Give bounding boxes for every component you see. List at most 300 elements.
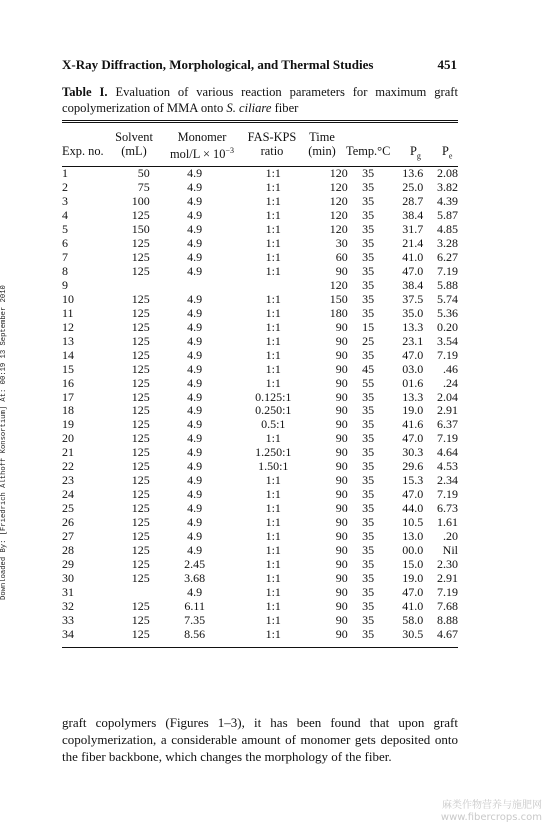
table-caption <box>62 84 458 116</box>
header-pe-base: P <box>442 144 449 158</box>
cell-pe: 7.19 <box>437 431 458 446</box>
cell-fas-kps: 0.5:1 <box>261 417 286 432</box>
cell-pe: 3.28 <box>437 235 458 250</box>
cell-pe: 6.27 <box>437 249 458 264</box>
cell-exp-no: 24 <box>62 487 74 502</box>
cell-monomer: 4.9 <box>187 291 203 306</box>
cell-pg: 15.0 <box>402 557 424 572</box>
cell-pg: 01.6 <box>402 375 424 390</box>
cell-exp-no: 23 <box>62 473 74 488</box>
table-row <box>62 195 458 209</box>
cell-exp-no: 14 <box>62 347 74 362</box>
cell-temp: 35 <box>362 417 375 432</box>
cell-temp: 35 <box>362 599 375 614</box>
cell-monomer: 7.35 <box>184 613 206 627</box>
table-row <box>62 404 458 418</box>
cell-solvent: 125 <box>131 333 150 348</box>
cell-fas-kps: 1:1 <box>265 305 281 320</box>
cell-monomer: 4.9 <box>187 193 203 208</box>
cell-temp: 35 <box>362 473 375 488</box>
cell-solvent <box>107 586 150 600</box>
header-solvent-line2: (mL) <box>121 144 147 158</box>
cell-temp: 35 <box>362 179 375 194</box>
cell-solvent: 125 <box>131 375 150 390</box>
cell-pe: 2.30 <box>437 557 458 572</box>
cell-time: 120 <box>329 221 348 236</box>
cell-exp-no: 26 <box>62 515 74 530</box>
running-head <box>62 57 457 73</box>
cell-solvent: 125 <box>131 473 150 488</box>
cell-exp-no: 28 <box>62 543 74 558</box>
cell-time: 120 <box>329 193 348 208</box>
cell-time: 90 <box>335 417 348 432</box>
cell-solvent: 125 <box>131 207 150 222</box>
cell-pe: 4.39 <box>437 193 458 208</box>
cell-temp: 35 <box>362 613 375 627</box>
table-row <box>62 209 458 223</box>
cell-pg: 13.3 <box>402 319 424 334</box>
cell-pe: 7.19 <box>437 585 458 600</box>
cell-solvent: 125 <box>131 543 150 558</box>
cell-time: 120 <box>329 166 348 180</box>
cell-temp: 35 <box>362 291 375 306</box>
header-pg-base: P <box>410 144 417 158</box>
table-row <box>62 293 458 307</box>
cell-monomer: 4.9 <box>187 473 203 488</box>
cell-monomer: 4.9 <box>187 305 203 320</box>
table-row <box>62 488 458 502</box>
table-row <box>62 474 458 488</box>
table-row <box>62 460 458 474</box>
header-pg <box>410 144 421 163</box>
cell-fas-kps: 1:1 <box>265 599 281 614</box>
cell-fas-kps: 1:1 <box>265 291 281 306</box>
cell-monomer: 4.9 <box>187 221 203 236</box>
cell-temp: 35 <box>362 445 375 460</box>
cell-pg: 25.0 <box>402 179 424 194</box>
body-paragraph: graft copolymers (Figures 1–3), it has been found that upon graft copolymerization, a considerable amount of monomer gets deposited onto the fiber backbone, which changes the morphology of the fiber. <box>62 715 458 764</box>
cell-monomer: 3.68 <box>184 571 206 586</box>
cell-pg: 10.5 <box>402 515 424 530</box>
table-row <box>62 279 458 293</box>
table-row <box>62 628 458 642</box>
cell-solvent: 125 <box>131 487 150 502</box>
table-row <box>62 363 458 377</box>
cell-fas-kps: 1:1 <box>265 529 281 544</box>
cell-pg: 47.0 <box>402 487 424 502</box>
cell-solvent: 125 <box>131 626 150 641</box>
cell-pe: 3.54 <box>437 333 458 348</box>
cell-pg: 21.4 <box>402 235 424 250</box>
header-fas-kps-line1: FAS-KPS <box>247 130 297 144</box>
cell-monomer: 4.9 <box>187 207 203 222</box>
cell-fas-kps: 1:1 <box>265 207 281 222</box>
cell-exp-no: 34 <box>62 626 74 641</box>
cell-monomer: 8.56 <box>184 626 206 641</box>
cell-fas-kps: 1:1 <box>265 375 281 390</box>
cell-pg: 19.0 <box>402 571 424 586</box>
cell-pe: Nil <box>442 543 458 558</box>
cell-fas-kps: 1:1 <box>265 333 281 348</box>
cell-time: 90 <box>335 361 348 376</box>
cell-temp: 35 <box>362 235 375 250</box>
table-row <box>62 418 458 432</box>
cell-temp: 35 <box>362 277 375 292</box>
cell-solvent: 125 <box>131 361 150 376</box>
table-top-rule <box>62 120 458 121</box>
cell-pg: 44.0 <box>402 501 424 516</box>
cell-pe: 4.64 <box>437 445 458 460</box>
cell-temp: 35 <box>362 193 375 208</box>
cell-exp-no: 10 <box>62 291 74 306</box>
table-row <box>62 586 458 600</box>
cell-pe: .20 <box>443 529 458 544</box>
cell-solvent: 125 <box>131 291 150 306</box>
cell-temp: 55 <box>362 375 375 390</box>
cell-fas-kps: 1:1 <box>265 347 281 362</box>
cell-fas-kps: 1:1 <box>265 221 281 236</box>
cell-pe: 7.19 <box>437 487 458 502</box>
cell-pg: 38.4 <box>402 277 424 292</box>
cell-solvent: 125 <box>131 445 150 460</box>
watermark-line2: www.fibercrops.com <box>440 812 542 823</box>
cell-solvent: 125 <box>131 599 150 614</box>
cell-solvent: 125 <box>131 347 150 362</box>
cell-exp-no: 25 <box>62 501 74 516</box>
cell-pe: 7.68 <box>437 599 458 614</box>
cell-fas-kps: 1:1 <box>265 571 281 586</box>
header-solvent-line1: Solvent <box>115 130 153 144</box>
caption-text-end: fiber <box>274 101 299 115</box>
cell-pe: .46 <box>443 361 458 376</box>
cell-time: 180 <box>329 305 348 320</box>
cell-pg: 00.0 <box>402 543 424 558</box>
cell-solvent: 125 <box>131 305 150 320</box>
cell-fas-kps: 1:1 <box>265 501 281 516</box>
cell-fas-kps: 1:1 <box>265 263 281 278</box>
cell-time: 30 <box>335 235 348 250</box>
cell-pe: 3.82 <box>437 179 458 194</box>
cell-pg: 30.3 <box>402 445 424 460</box>
cell-monomer: 4.9 <box>187 487 203 502</box>
table-row <box>62 432 458 446</box>
cell-pg: 13.3 <box>402 389 424 404</box>
cell-temp: 35 <box>362 249 375 264</box>
cell-exp-no: 13 <box>62 333 74 348</box>
cell-solvent: 150 <box>131 221 150 236</box>
cell-solvent: 125 <box>131 249 150 264</box>
cell-fas-kps: 1:1 <box>265 179 281 194</box>
table-row <box>62 265 458 279</box>
cell-solvent: 125 <box>131 501 150 516</box>
cell-time: 120 <box>329 179 348 194</box>
cell-pe: 7.19 <box>437 347 458 362</box>
cell-monomer: 4.9 <box>187 501 203 516</box>
cell-monomer: 4.9 <box>187 263 203 278</box>
cell-pe: 6.73 <box>437 501 458 516</box>
cell-monomer: 4.9 <box>187 445 203 460</box>
cell-pg: 58.0 <box>402 613 424 627</box>
cell-solvent: 125 <box>131 417 150 432</box>
cell-temp: 35 <box>362 431 375 446</box>
cell-monomer: 4.9 <box>187 431 203 446</box>
cell-fas-kps: 1:1 <box>265 319 281 334</box>
cell-exp-no: 15 <box>62 361 74 376</box>
cell-solvent: 125 <box>131 431 150 446</box>
cell-fas-kps: 1:1 <box>265 473 281 488</box>
cell-temp: 35 <box>362 389 375 404</box>
cell-fas-kps: 1:1 <box>265 613 281 627</box>
cell-monomer: 4.9 <box>187 166 203 180</box>
cell-temp: 35 <box>362 263 375 278</box>
download-notice <box>0 240 12 600</box>
cell-monomer: 4.9 <box>187 235 203 250</box>
cell-monomer: 4.9 <box>187 319 203 334</box>
cell-time: 90 <box>335 375 348 390</box>
cell-pg: 37.5 <box>402 291 424 306</box>
cell-pe: 2.34 <box>437 473 458 488</box>
cell-fas-kps: 1:1 <box>265 166 281 180</box>
cell-temp: 15 <box>362 319 375 334</box>
cell-exp-no: 21 <box>62 445 74 460</box>
cell-pe: 2.91 <box>437 571 458 586</box>
download-notice-text: Downloaded By: [Friedrich Althoff Konsortium] At: 00:19 13 September 2010 <box>0 285 8 600</box>
header-monomer-exponent: −3 <box>225 146 234 155</box>
cell-temp: 45 <box>362 361 375 376</box>
cell-solvent: 125 <box>131 389 150 404</box>
caption-text: Evaluation of various reaction parameters for maximum graft copolymerization of MMA onto <box>62 85 458 115</box>
table-row <box>62 307 458 321</box>
cell-solvent: 125 <box>131 557 150 572</box>
cell-monomer: 2.45 <box>184 557 206 572</box>
cell-pg: 47.0 <box>402 263 424 278</box>
running-head-title: X-Ray Diffraction, Morphological, and Thermal Studies <box>62 57 374 72</box>
cell-fas-kps: 1:1 <box>265 626 281 641</box>
cell-monomer: 4.9 <box>187 347 203 362</box>
cell-pg: 30.5 <box>402 626 424 641</box>
cell-exp-no: 20 <box>62 431 74 446</box>
cell-time: 90 <box>335 319 348 334</box>
cell-exp-no: 1 <box>62 166 68 180</box>
caption-species: S. ciliare <box>226 101 272 115</box>
cell-monomer: 4.9 <box>187 417 203 432</box>
cell-pe: 2.04 <box>437 389 458 404</box>
cell-exp-no: 29 <box>62 557 74 572</box>
cell-time: 90 <box>335 501 348 516</box>
data-table-body <box>62 167 458 642</box>
table-row <box>62 349 458 363</box>
table-row <box>62 321 458 335</box>
cell-exp-no: 18 <box>62 403 74 418</box>
table-row <box>62 544 458 558</box>
cell-monomer: 4.9 <box>187 249 203 264</box>
table-row <box>62 251 458 265</box>
cell-temp: 35 <box>362 543 375 558</box>
table-row <box>62 502 458 516</box>
cell-time: 90 <box>335 445 348 460</box>
cell-time: 90 <box>335 557 348 572</box>
cell-temp: 35 <box>362 529 375 544</box>
cell-fas-kps: 0.125:1 <box>255 389 292 404</box>
cell-pg: 13.0 <box>402 529 424 544</box>
header-pe <box>442 144 452 163</box>
header-fas-kps <box>240 130 304 158</box>
cell-time: 90 <box>335 529 348 544</box>
cell-temp: 35 <box>362 487 375 502</box>
cell-fas-kps: 1.250:1 <box>255 445 292 460</box>
cell-pg: 19.0 <box>402 403 424 418</box>
cell-monomer: 4.9 <box>187 459 203 474</box>
cell-solvent: 125 <box>131 515 150 530</box>
cell-exp-no: 22 <box>62 459 74 474</box>
cell-time: 90 <box>335 599 348 614</box>
cell-solvent <box>107 279 150 293</box>
header-temp: Temp.°C <box>346 144 391 158</box>
cell-solvent: 75 <box>137 179 150 194</box>
header-monomer-unit: mol/L × 10 <box>170 147 226 162</box>
cell-time: 90 <box>335 333 348 348</box>
cell-temp: 35 <box>362 403 375 418</box>
table-row <box>62 614 458 628</box>
cell-monomer: 4.9 <box>187 361 203 376</box>
cell-fas-kps: 1:1 <box>265 585 281 600</box>
cell-pg: 15.3 <box>402 473 424 488</box>
cell-pg: 47.0 <box>402 431 424 446</box>
cell-exp-no: 4 <box>62 207 68 222</box>
cell-exp-no: 3 <box>62 193 68 208</box>
cell-fas-kps: 1:1 <box>265 235 281 250</box>
cell-pe: 1.61 <box>437 515 458 530</box>
cell-solvent: 50 <box>137 166 150 180</box>
cell-fas-kps <box>240 279 307 293</box>
cell-pe: 2.91 <box>437 403 458 418</box>
cell-fas-kps: 1:1 <box>265 487 281 502</box>
cell-time: 90 <box>335 543 348 558</box>
cell-temp: 25 <box>362 333 375 348</box>
cell-solvent: 125 <box>131 459 150 474</box>
data-table <box>62 167 458 642</box>
cell-time: 90 <box>335 389 348 404</box>
header-exp-no: Exp. no. <box>62 144 104 158</box>
cell-monomer <box>150 279 240 293</box>
cell-pe: 7.19 <box>437 263 458 278</box>
cell-fas-kps: 1.50:1 <box>258 459 289 474</box>
cell-temp: 35 <box>362 207 375 222</box>
header-monomer-line2 <box>160 144 244 161</box>
table-row <box>62 167 458 181</box>
cell-solvent: 125 <box>131 235 150 250</box>
cell-pe: 4.53 <box>437 459 458 474</box>
table-row <box>62 237 458 251</box>
table-bottom-rule <box>62 647 458 648</box>
cell-pg: 31.7 <box>402 221 424 236</box>
cell-monomer: 4.9 <box>187 403 203 418</box>
cell-fas-kps: 1:1 <box>265 249 281 264</box>
cell-solvent: 125 <box>131 403 150 418</box>
cell-exp-no: 19 <box>62 417 74 432</box>
cell-exp-no: 6 <box>62 235 68 250</box>
cell-pg: 41.0 <box>402 249 424 264</box>
cell-temp: 35 <box>362 347 375 362</box>
cell-exp-no: 7 <box>62 249 68 264</box>
cell-time: 120 <box>329 277 348 292</box>
cell-monomer: 4.9 <box>187 529 203 544</box>
cell-exp-no: 16 <box>62 375 74 390</box>
cell-time: 90 <box>335 613 348 627</box>
cell-time: 90 <box>335 347 348 362</box>
cell-monomer: 6.11 <box>184 599 205 614</box>
cell-time: 90 <box>335 515 348 530</box>
site-watermark <box>441 800 542 824</box>
cell-time: 90 <box>335 487 348 502</box>
cell-pe: 5.87 <box>437 207 458 222</box>
cell-time: 90 <box>335 473 348 488</box>
header-monomer-line1: Monomer <box>177 130 227 144</box>
cell-monomer: 4.9 <box>187 389 203 404</box>
table-row <box>62 391 458 405</box>
cell-exp-no: 30 <box>62 571 74 586</box>
cell-exp-no: 2 <box>62 179 68 194</box>
cell-monomer: 4.9 <box>187 585 203 600</box>
cell-exp-no: 11 <box>62 305 74 320</box>
cell-pg: 38.4 <box>402 207 424 222</box>
cell-pe: 0.20 <box>437 319 458 334</box>
cell-time: 90 <box>335 571 348 586</box>
cell-temp: 35 <box>362 305 375 320</box>
cell-time: 90 <box>335 626 348 641</box>
cell-time: 150 <box>329 291 348 306</box>
watermark-line1: 麻类作物营养与施肥网 <box>442 800 542 811</box>
cell-exp-no: 12 <box>62 319 74 334</box>
cell-fas-kps: 1:1 <box>265 193 281 208</box>
cell-exp-no: 33 <box>62 613 74 627</box>
cell-time: 120 <box>329 207 348 222</box>
cell-temp: 35 <box>362 626 375 641</box>
header-monomer <box>160 130 244 161</box>
header-fas-kps-line2: ratio <box>260 144 284 158</box>
cell-solvent: 125 <box>131 319 150 334</box>
cell-pg: 47.0 <box>402 347 424 362</box>
cell-temp: 35 <box>362 585 375 600</box>
cell-time: 60 <box>335 249 348 264</box>
cell-pe: 6.37 <box>437 417 458 432</box>
cell-temp: 35 <box>362 571 375 586</box>
cell-pg: 03.0 <box>402 361 424 376</box>
cell-temp: 35 <box>362 166 375 180</box>
cell-time: 90 <box>335 431 348 446</box>
cell-temp: 35 <box>362 501 375 516</box>
table-row <box>62 558 458 572</box>
cell-pg: 28.7 <box>402 193 424 208</box>
cell-monomer: 4.9 <box>187 515 203 530</box>
cell-temp: 35 <box>362 459 375 474</box>
cell-monomer: 4.9 <box>187 333 203 348</box>
table-row <box>62 600 458 614</box>
cell-exp-no: 17 <box>62 389 74 404</box>
header-time-line2: (min) <box>308 144 336 158</box>
cell-fas-kps: 1:1 <box>265 543 281 558</box>
cell-time: 90 <box>335 459 348 474</box>
header-time <box>304 130 340 158</box>
table-top-rule-second <box>62 122 458 123</box>
cell-exp-no: 5 <box>62 221 68 236</box>
page-number: 451 <box>437 57 457 72</box>
cell-exp-no: 9 <box>62 277 68 292</box>
table-row <box>62 181 458 195</box>
header-pg-sub: g <box>416 151 421 161</box>
cell-temp: 35 <box>362 515 375 530</box>
cell-temp: 35 <box>362 221 375 236</box>
